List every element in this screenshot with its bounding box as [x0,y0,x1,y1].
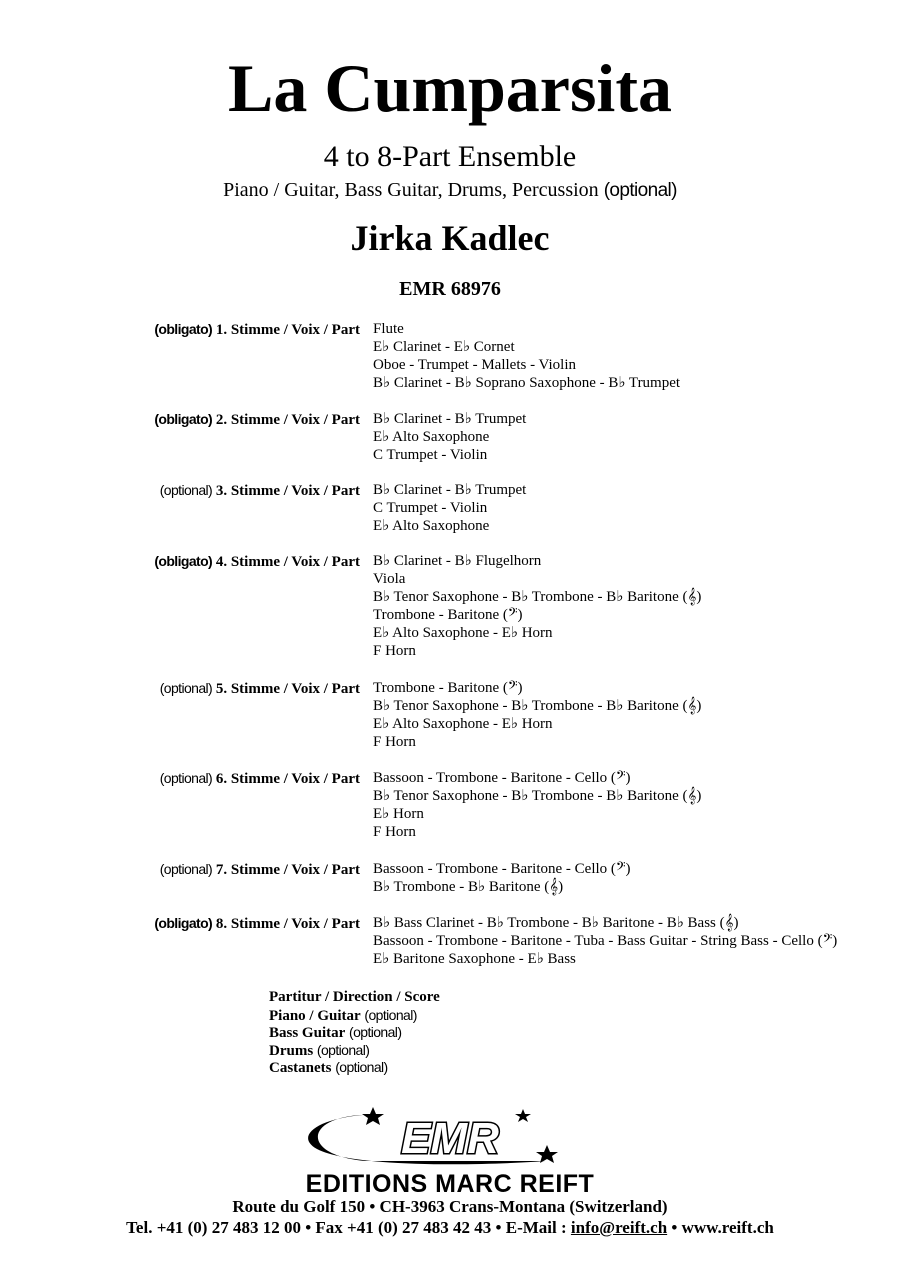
contact-prefix: Tel. +41 (0) 27 483 12 00 • Fax +41 (0) 27 483 42 43 • E-Mail : [126,1218,571,1237]
logo-publisher-name: EDITIONS MARC REIFT [305,1170,595,1198]
contact-suffix: • www.reift.ch [667,1218,774,1237]
extra-part [269,1024,440,1042]
instrument-line: Flute [373,321,404,337]
composer-name: Jirka Kadlec [350,218,550,258]
part-label [160,679,360,698]
part-label [154,552,360,571]
instrument-line: B♭ Tenor Saxophone - B♭ Trombone - B♭ Baritone (𝄞) [373,788,702,804]
instrument-line: E♭ Alto Saxophone - E♭ Horn [373,716,553,732]
instrument-line: Bassoon - Trombone - Baritone - Cello (𝄢) [373,770,631,786]
part-number: 1. Stimme / Voix / Part [215,322,360,338]
part-instruments [373,914,837,968]
instrument-line: B♭ Trombone - B♭ Baritone (𝄞) [373,879,564,895]
part-number: 5. Stimme / Voix / Part [215,681,360,697]
instrument-line: Trombone - Baritone (𝄢) [373,680,523,696]
part-number: 7. Stimme / Voix / Part [215,862,360,878]
part-label [160,769,360,788]
instrument-line: Trombone - Baritone (𝄢) [373,607,523,623]
part-instruments [373,769,701,841]
instrument-line: E♭ Baritone Saxophone - E♭ Bass [373,951,576,967]
instrument-line: E♭ Horn [373,806,424,822]
part-instruments [373,860,631,896]
part-status: (optional) [159,482,213,498]
extra-part-name: Drums [269,1042,314,1059]
part-instruments [373,679,701,751]
instrument-line: B♭ Clarinet - B♭ Flugelhorn [373,553,542,569]
extra-part-note: (optional) [349,1024,402,1040]
email-link[interactable]: info@reift.ch [570,1218,668,1237]
instrument-line: B♭ Clarinet - B♭ Trumpet [373,411,527,427]
part-instruments [373,410,526,464]
part-label [154,914,360,933]
catalog-number: EMR 68976 [399,278,501,300]
extra-part [269,1007,440,1025]
instrument-line: E♭ Alto Saxophone - E♭ Horn [373,625,553,641]
instrument-line: C Trumpet - Violin [373,500,488,516]
instrument-line: F Horn [373,734,416,750]
instrument-line: C Trumpet - Violin [373,447,488,463]
part-label [160,481,360,500]
instrument-line: F Horn [373,643,416,659]
instrument-line: F Horn [373,824,416,840]
logo-star-right [515,1109,531,1122]
part-status: (obligato) [154,411,213,427]
instrument-line: Bassoon - Trombone - Baritone - Cello (𝄢) [373,861,631,877]
publisher-logo [245,1103,655,1198]
part-label [154,410,360,429]
publisher-address: Route du Golf 150 • CH-3963 Crans-Montana (Switzerland) [232,1197,668,1216]
extra-part-note: (optional) [364,1006,417,1023]
part-instruments [373,481,526,535]
extra-part [269,1059,440,1077]
instrument-line: Viola [373,571,406,587]
extra-part [269,989,440,1007]
extra-part-note: (optional) [316,1041,370,1058]
part-label [154,320,360,339]
part-number: 4. Stimme / Voix / Part [215,554,360,570]
subtitle: 4 to 8-Part Ensemble [323,140,577,173]
part-instruments [373,552,701,660]
instrument-line: B♭ Tenor Saxophone - B♭ Trombone - B♭ Baritone (𝄞) [373,589,702,605]
instrument-line: B♭ Clarinet - B♭ Soprano Saxophone - B♭ Trumpet [373,375,681,391]
extra-part-name: Bass Guitar [269,1025,346,1041]
instrument-line: Bassoon - Trombone - Baritone - Tuba - Bass Guitar - String Bass - Cello (𝄢) [373,933,838,949]
part-number: 8. Stimme / Voix / Part [215,916,360,932]
extra-part-name: Castanets [269,1060,332,1076]
part-status: (optional) [159,770,213,786]
instrument-line: E♭ Alto Saxophone [373,518,490,534]
part-number: 2. Stimme / Voix / Part [215,412,360,428]
part-status: (obligato) [154,553,213,569]
page-title: La Cumparsita [228,50,672,126]
instrumentation-main: Piano / Guitar, Bass Guitar, Drums, Percussion [223,179,599,201]
part-number: 3. Stimme / Voix / Part [215,483,360,499]
extra-part [269,1042,440,1060]
logo-star-bottom [536,1145,558,1163]
part-number: 6. Stimme / Voix / Part [215,771,360,787]
part-status: (obligato) [154,915,213,931]
instrument-line: Oboe - Trumpet - Mallets - Violin [373,357,576,373]
part-status: (optional) [159,861,213,877]
instrument-line: B♭ Tenor Saxophone - B♭ Trombone - B♭ Baritone (𝄞) [373,698,702,714]
publisher-contact [0,1218,900,1238]
extra-parts-list [269,989,440,1077]
instrumentation-optional: (optional) [603,180,677,201]
instrumentation-line [0,178,900,203]
logo-star-left [362,1107,384,1125]
part-status: (obligato) [154,321,213,337]
instrument-line: E♭ Clarinet - E♭ Cornet [373,339,515,355]
part-label [160,860,360,879]
instrument-line: E♭ Alto Saxophone [373,429,490,445]
extra-part-name: Piano / Guitar [269,1007,361,1024]
instrument-line: B♭ Bass Clarinet - B♭ Trombone - B♭ Baritone - B♭ Bass (𝄞) [373,915,739,931]
part-instruments [373,320,680,392]
extra-part-note: (optional) [335,1059,388,1075]
instrument-line: B♭ Clarinet - B♭ Trumpet [373,482,527,498]
extra-part-name: Partitur / Direction / Score [269,989,440,1005]
part-status: (optional) [159,680,213,696]
logo-emr-text: EMR [401,1114,499,1163]
